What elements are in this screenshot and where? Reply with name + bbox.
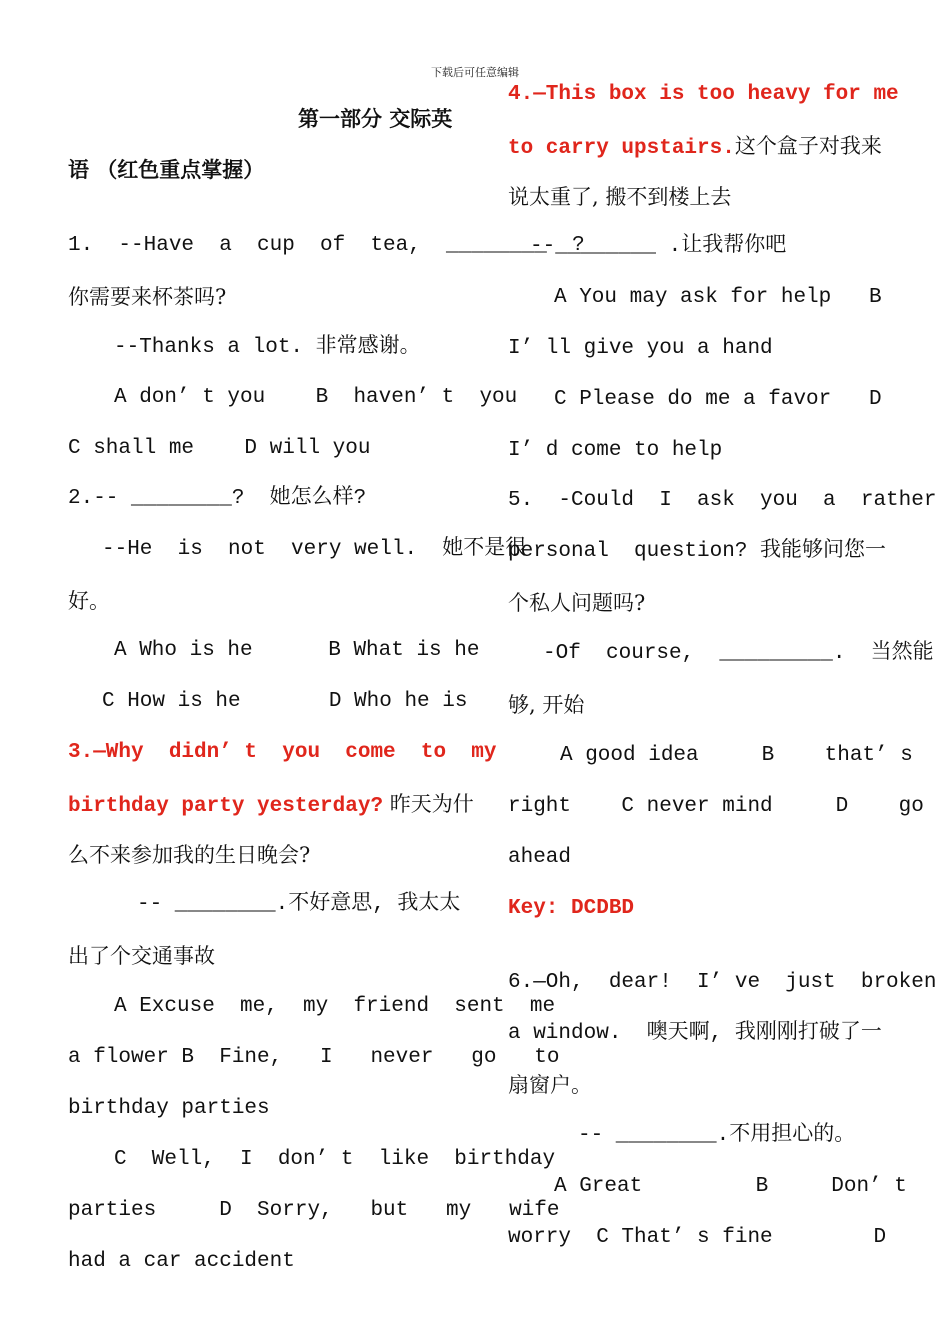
q1-options-ab: A don’ t you B haven’ t you xyxy=(114,386,518,409)
q3-option-a-cont: a flower B Fine, I never go to xyxy=(68,1046,560,1069)
q3-stem-red-cont: birthday party yesterday? xyxy=(68,795,384,818)
q6-options-cd: worry C That’ s fine D xyxy=(508,1226,887,1249)
q2-stem: 2.-- ________? 她怎么样? xyxy=(68,487,367,510)
q4-option-c: C Please do me a favor D xyxy=(554,388,882,411)
q2-options-ab: A Who is he B What is he xyxy=(114,639,480,662)
q5-options-ab: A good idea B that’ s xyxy=(560,744,913,767)
q4-stem-line2 xyxy=(508,133,882,159)
q2-reply: --He is not very well. 她不是很 xyxy=(102,538,527,561)
q3-stem-cn-cont: 么不来参加我的生日晚会? xyxy=(68,843,311,867)
q5-options-cd: right C never mind D go xyxy=(508,795,924,818)
section-title-line2: 语 （红色重点掌握） xyxy=(68,158,265,182)
section-title-line1: 第一部分 交际英 xyxy=(298,107,453,131)
q4-option-a: A You may ask for help B xyxy=(554,286,882,309)
q2-options-cd: C How is he D Who he is xyxy=(102,690,468,713)
q5-option-d-cont: ahead xyxy=(508,846,572,869)
q6-stem-cont: a window. 噢天啊, 我刚刚打破了一 xyxy=(508,1022,882,1045)
q1-reply: --Thanks a lot. 非常感谢。 xyxy=(114,336,421,359)
q4-reply: --________ .让我帮你吧 xyxy=(530,235,787,258)
q6-stem-cn: 扇窗户。 xyxy=(508,1073,592,1097)
q3-stem-cn: 昨天为什 xyxy=(383,792,474,816)
q4-stem-cn: 这个盒子对我来 xyxy=(734,134,882,158)
q1-stem-cn: 你需要来杯茶吗? xyxy=(68,285,227,309)
q1-options-cd: C shall me D will you xyxy=(68,437,371,460)
q4-stem-cn-cont: 说太重了, 搬不到楼上去 xyxy=(508,185,732,209)
q4-stem-red: 4.—This box is too heavy for me xyxy=(508,83,899,106)
q3-option-b-cont: birthday parties xyxy=(68,1097,270,1120)
q5-stem-cn: 个私人问题吗? xyxy=(508,591,646,615)
q3-option-c-cont: parties D Sorry, but my wife xyxy=(68,1199,560,1222)
q6-reply: -- ________.不用担心的。 xyxy=(578,1124,856,1147)
q3-reply-cont: 出了个交通事故 xyxy=(68,944,215,968)
q5-reply-cont: 够, 开始 xyxy=(508,693,585,717)
q3-option-d-cont: had a car accident xyxy=(68,1250,295,1273)
download-note: 下载后可任意编辑 xyxy=(431,66,519,79)
q5-stem: 5. -Could I ask you a rather xyxy=(508,489,937,512)
q3-reply: -- ________.不好意思, 我太太 xyxy=(137,893,461,916)
q6-stem: 6.—Oh, dear! I’ ve just broken xyxy=(508,971,937,994)
q5-reply: -Of course, _________. 当然能 xyxy=(543,642,934,665)
q4-option-b: I’ ll give you a hand xyxy=(508,337,773,360)
q6-options-ab: A Great B Don’ t xyxy=(554,1175,907,1198)
q4-stem-red-cont: to carry upstairs. xyxy=(508,137,735,160)
q1-stem: 1. --Have a cup of tea, ________ ? xyxy=(68,234,585,257)
q4-option-d: I’ d come to help xyxy=(508,439,723,462)
q3-stem-red: 3.—Why didn’ t you come to my xyxy=(68,741,497,764)
q3-option-c: C Well, I don’ t like birthday xyxy=(114,1148,556,1171)
q3-option-a: A Excuse me, my friend sent me xyxy=(114,995,556,1018)
answer-key: Key: DCDBD xyxy=(508,897,635,920)
q5-stem-cont: personal question? 我能够问您一 xyxy=(508,540,887,563)
q2-reply-cont: 好。 xyxy=(68,589,110,613)
